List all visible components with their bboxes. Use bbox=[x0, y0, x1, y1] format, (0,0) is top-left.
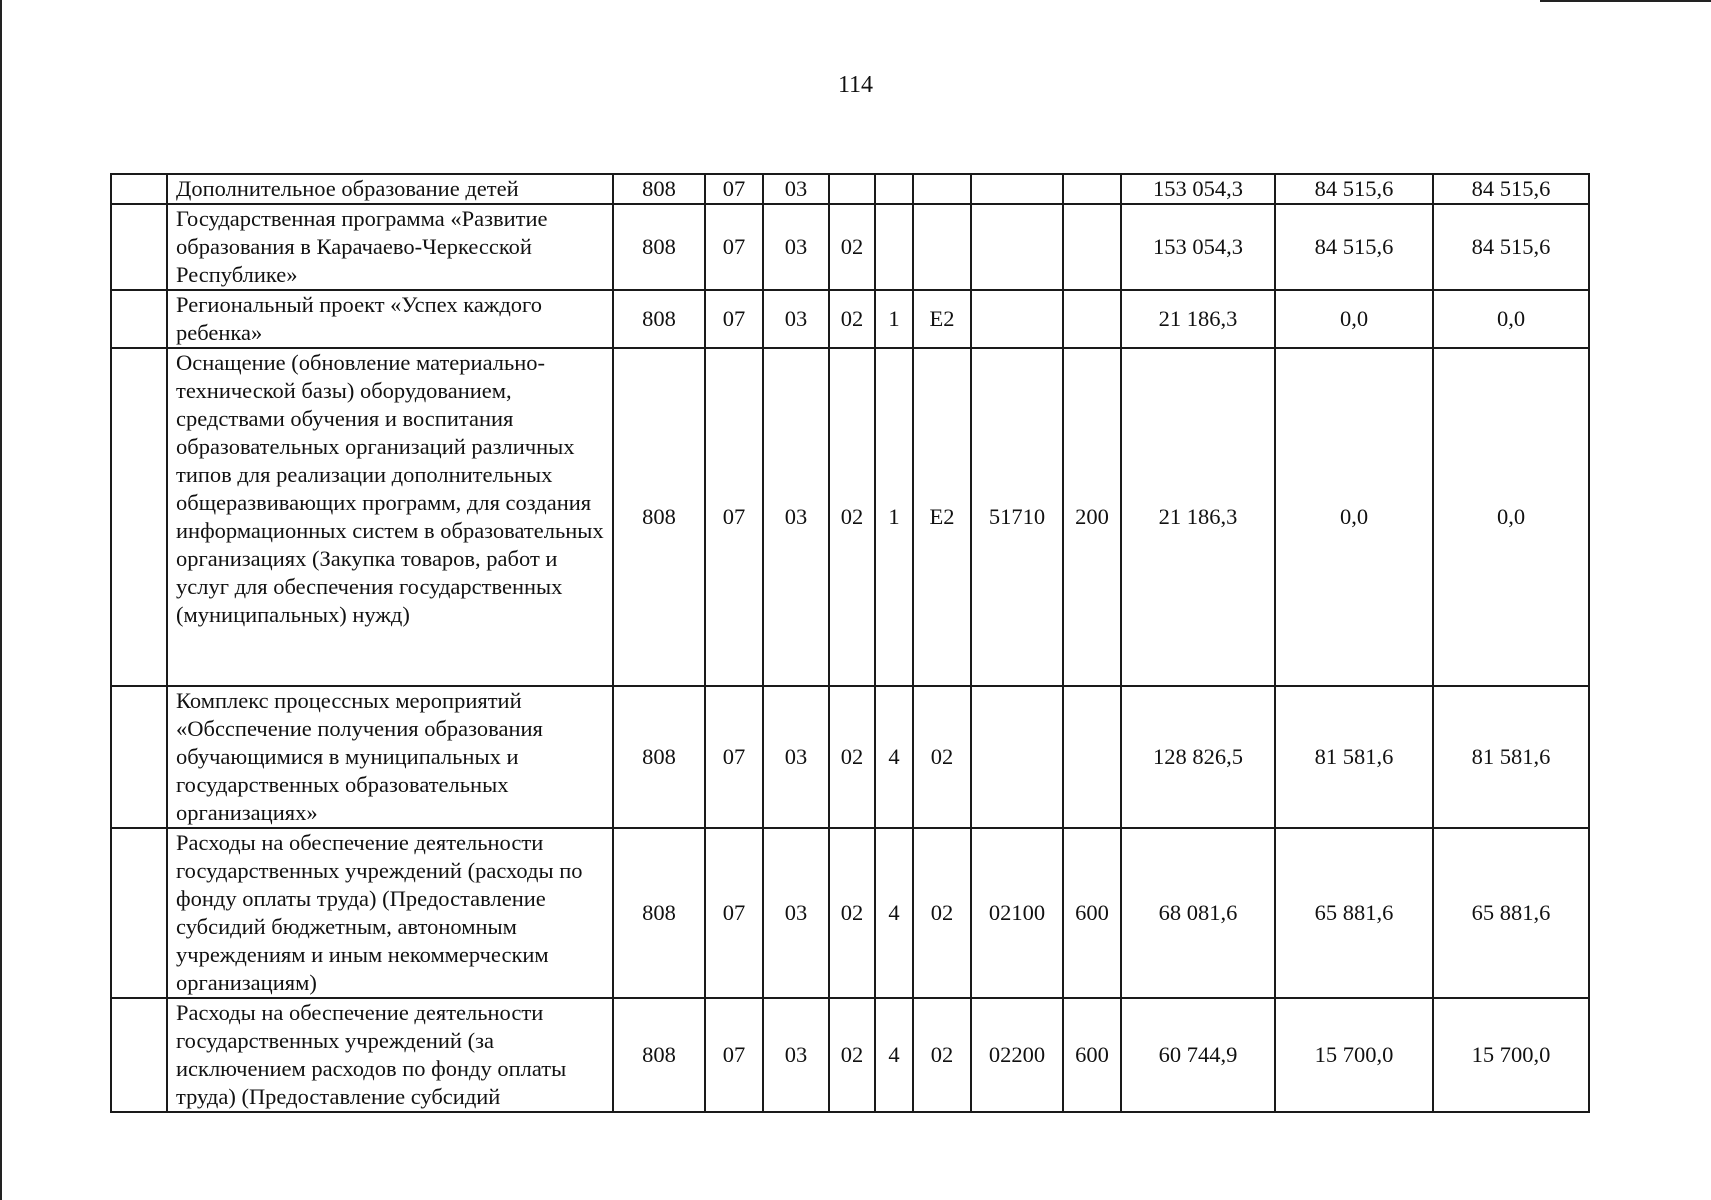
amount-year1-cell: 21 186,3 bbox=[1121, 348, 1275, 686]
activity-code-cell: 02 bbox=[913, 686, 971, 828]
amount-year1-cell: 153 054,3 bbox=[1121, 174, 1275, 204]
table-row bbox=[111, 174, 1589, 204]
amount-year2-cell: 84 515,6 bbox=[1275, 204, 1433, 290]
row-number-cell bbox=[111, 290, 167, 348]
amount-year2-cell: 81 581,6 bbox=[1275, 686, 1433, 828]
subsection-code-cell: 03 bbox=[763, 998, 829, 1112]
subsection-code-cell: 03 bbox=[763, 348, 829, 686]
row-number-cell bbox=[111, 348, 167, 686]
item-name-cell: Комплекс процессных мероприятий «Обсспечение получения образования обучающимися в муниципальных и государственных образовательных организациях» bbox=[167, 686, 613, 828]
amount-year3-cell: 0,0 bbox=[1433, 348, 1589, 686]
program-code-cell bbox=[829, 174, 875, 204]
row-number-cell bbox=[111, 204, 167, 290]
page-number: 114 bbox=[837, 72, 874, 98]
item-name-cell: Расходы на обеспечение деятельности государственных учреждений (расходы по фонду оплаты труда) (Предоставление субсидий бюджетным, автономным учреждениям и иным некоммерческим организациям) bbox=[167, 828, 613, 998]
subsection-code-cell: 03 bbox=[763, 204, 829, 290]
direction-code-cell bbox=[971, 290, 1063, 348]
direction-code-cell: 02200 bbox=[971, 998, 1063, 1112]
direction-code-cell bbox=[971, 174, 1063, 204]
scan-edge-top-right bbox=[1540, 0, 1711, 2]
direction-code-cell bbox=[971, 204, 1063, 290]
amount-year3-cell: 0,0 bbox=[1433, 290, 1589, 348]
ministry-code-cell: 808 bbox=[613, 828, 705, 998]
amount-year3-cell: 65 881,6 bbox=[1433, 828, 1589, 998]
program-code-cell: 02 bbox=[829, 348, 875, 686]
amount-year2-cell: 65 881,6 bbox=[1275, 828, 1433, 998]
section-code-cell: 07 bbox=[705, 686, 763, 828]
amount-year1-cell: 153 054,3 bbox=[1121, 204, 1275, 290]
subprogram-code-cell bbox=[875, 204, 913, 290]
item-name-cell: Региональный проект «Успех каждого ребенка» bbox=[167, 290, 613, 348]
program-code-cell: 02 bbox=[829, 204, 875, 290]
amount-year2-cell: 15 700,0 bbox=[1275, 998, 1433, 1112]
subsection-code-cell: 03 bbox=[763, 174, 829, 204]
subsection-code-cell: 03 bbox=[763, 828, 829, 998]
subprogram-code-cell: 4 bbox=[875, 686, 913, 828]
ministry-code-cell: 808 bbox=[613, 998, 705, 1112]
ministry-code-cell: 808 bbox=[613, 686, 705, 828]
section-code-cell: 07 bbox=[705, 348, 763, 686]
subprogram-code-cell: 4 bbox=[875, 828, 913, 998]
amount-year3-cell: 81 581,6 bbox=[1433, 686, 1589, 828]
expense-type-cell bbox=[1063, 290, 1121, 348]
program-code-cell: 02 bbox=[829, 828, 875, 998]
section-code-cell: 07 bbox=[705, 998, 763, 1112]
budget-table bbox=[110, 173, 1590, 1113]
direction-code-cell: 02100 bbox=[971, 828, 1063, 998]
activity-code-cell: Е2 bbox=[913, 348, 971, 686]
expense-type-cell bbox=[1063, 686, 1121, 828]
expense-type-cell: 600 bbox=[1063, 998, 1121, 1112]
subprogram-code-cell: 4 bbox=[875, 998, 913, 1112]
direction-code-cell: 51710 bbox=[971, 348, 1063, 686]
row-number-cell bbox=[111, 686, 167, 828]
program-code-cell: 02 bbox=[829, 686, 875, 828]
item-name-cell: Оснащение (обновление материально-технической базы) оборудованием, средствами обучения и воспитания образовательных организаций различных типов для реализации дополнительных общеразвивающих программ, для создания информационных систем в образовательных организациях (Закупка товаров, работ и услуг для обеспечения государственных (муниципальных) нужд) bbox=[167, 348, 613, 686]
scan-edge-left bbox=[0, 0, 2, 1200]
table-row bbox=[111, 290, 1589, 348]
expense-type-cell bbox=[1063, 204, 1121, 290]
budget-table-wrapper bbox=[110, 173, 1590, 1113]
table-row bbox=[111, 998, 1589, 1112]
amount-year3-cell: 84 515,6 bbox=[1433, 174, 1589, 204]
section-code-cell: 07 bbox=[705, 204, 763, 290]
amount-year2-cell: 0,0 bbox=[1275, 348, 1433, 686]
subsection-code-cell: 03 bbox=[763, 686, 829, 828]
activity-code-cell: Е2 bbox=[913, 290, 971, 348]
activity-code-cell bbox=[913, 204, 971, 290]
section-code-cell: 07 bbox=[705, 290, 763, 348]
ministry-code-cell: 808 bbox=[613, 204, 705, 290]
item-name-cell: Государственная программа «Развитие образования в Карачаево-Черкесской Республике» bbox=[167, 204, 613, 290]
table-body bbox=[111, 174, 1589, 1112]
item-name-cell: Дополнительное образование детей bbox=[167, 174, 613, 204]
amount-year3-cell: 84 515,6 bbox=[1433, 204, 1589, 290]
table-row bbox=[111, 828, 1589, 998]
section-code-cell: 07 bbox=[705, 828, 763, 998]
ministry-code-cell: 808 bbox=[613, 290, 705, 348]
amount-year1-cell: 21 186,3 bbox=[1121, 290, 1275, 348]
ministry-code-cell: 808 bbox=[613, 174, 705, 204]
table-row bbox=[111, 686, 1589, 828]
row-number-cell bbox=[111, 998, 167, 1112]
row-number-cell bbox=[111, 174, 167, 204]
amount-year1-cell: 68 081,6 bbox=[1121, 828, 1275, 998]
expense-type-cell: 200 bbox=[1063, 348, 1121, 686]
amount-year2-cell: 0,0 bbox=[1275, 290, 1433, 348]
row-number-cell bbox=[111, 828, 167, 998]
subsection-code-cell: 03 bbox=[763, 290, 829, 348]
table-row bbox=[111, 348, 1589, 686]
table-row bbox=[111, 204, 1589, 290]
activity-code-cell: 02 bbox=[913, 998, 971, 1112]
amount-year3-cell: 15 700,0 bbox=[1433, 998, 1589, 1112]
ministry-code-cell: 808 bbox=[613, 348, 705, 686]
subprogram-code-cell: 1 bbox=[875, 290, 913, 348]
subprogram-code-cell bbox=[875, 174, 913, 204]
amount-year1-cell: 128 826,5 bbox=[1121, 686, 1275, 828]
section-code-cell: 07 bbox=[705, 174, 763, 204]
activity-code-cell bbox=[913, 174, 971, 204]
direction-code-cell bbox=[971, 686, 1063, 828]
program-code-cell: 02 bbox=[829, 290, 875, 348]
expense-type-cell: 600 bbox=[1063, 828, 1121, 998]
expense-type-cell bbox=[1063, 174, 1121, 204]
subprogram-code-cell: 1 bbox=[875, 348, 913, 686]
item-name-cell: Расходы на обеспечение деятельности государственных учреждений (за исключением расходов по фонду оплаты труда) (Предоставление субсидий bbox=[167, 998, 613, 1112]
amount-year2-cell: 84 515,6 bbox=[1275, 174, 1433, 204]
amount-year1-cell: 60 744,9 bbox=[1121, 998, 1275, 1112]
activity-code-cell: 02 bbox=[913, 828, 971, 998]
program-code-cell: 02 bbox=[829, 998, 875, 1112]
